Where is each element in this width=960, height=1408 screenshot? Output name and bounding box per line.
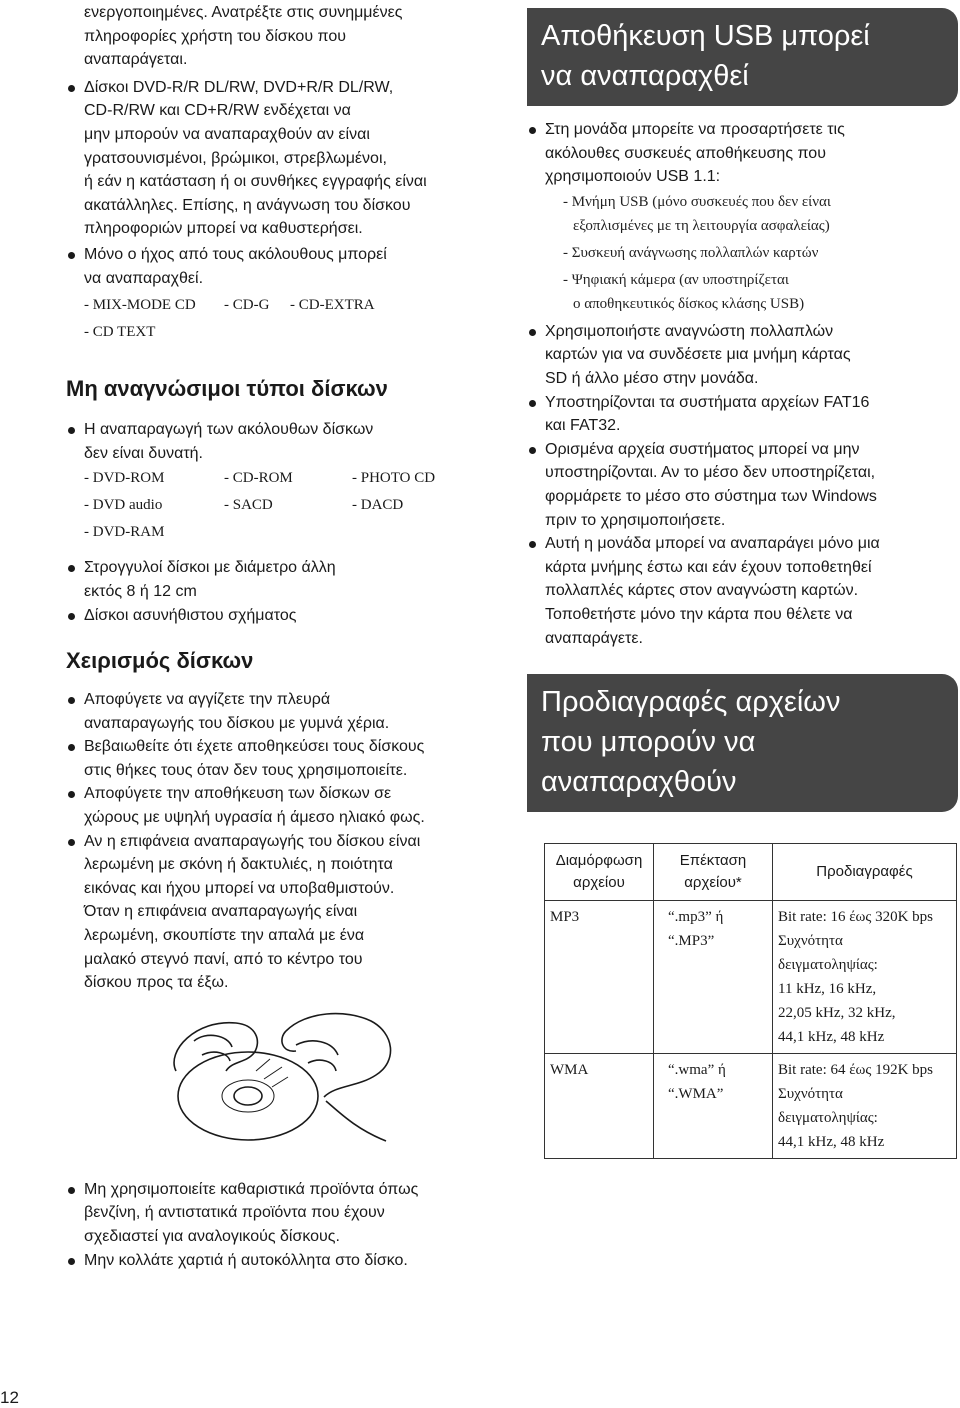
- format-item: - PHOTO CD: [352, 470, 436, 487]
- format-item: - DVD-RAM: [84, 524, 165, 541]
- left-column: [66, 0, 486, 1272]
- usb-device-item: - Ψηφιακή κάμερα (αν υποστηρίζεται ο αποθηκευτικός δίσκος κλάσης USB): [563, 271, 805, 312]
- usb-playable-banner: Αποθήκευση USB μπορεί να αναπαραχθεί: [527, 8, 958, 106]
- usb-notes: [527, 320, 957, 650]
- header-format: Διαμόρφωση αρχείου: [545, 844, 654, 901]
- handling-bullets: [66, 688, 486, 995]
- handling-bullet: Αποφύγετε να αγγίζετε την πλευρά αναπαραγωγής του δίσκου με γυμνά χέρια.: [66, 688, 486, 735]
- format-item: - CD-G: [224, 297, 270, 314]
- header-extension: Επέκταση αρχείου*: [654, 844, 773, 901]
- format-item: - DVD-ROM: [84, 470, 165, 487]
- unreadable-formats-list: [66, 465, 486, 546]
- format-item: - CD-EXTRA: [290, 297, 375, 314]
- handling-bullet: Βεβαιωθείτε ότι έχετε αποθηκεύσει τους δίσκους στις θήκες τους όταν δεν τους χρησιμοποιείτε.: [66, 735, 486, 782]
- cell-format: WMA: [545, 1054, 654, 1159]
- usb-note: Υποστηρίζονται τα συστήματα αρχείων FAT16 και FAT32.: [527, 391, 957, 438]
- bullet-odd-shape: Δίσκοι ασυνήθιστου σχήματος: [66, 604, 486, 628]
- cell-specs: Bit rate: 64 έως 192K bps Συχνότητα δειγματοληψίας: 44,1 kHz, 48 kHz: [773, 1054, 957, 1159]
- table-header-row: [545, 844, 957, 901]
- handling-bullet: Αποφύγετε την αποθήκευση των δίσκων σε χώρους με υψηλή υγρασία ή άμεσο ηλιακό φως.: [66, 782, 486, 829]
- cell-extension: “.mp3” ή “.MP3”: [654, 901, 773, 1054]
- format-item: - SACD: [224, 497, 273, 514]
- right-column: [527, 0, 957, 1159]
- format-item: - CD-ROM: [224, 470, 293, 487]
- usb-devices-bullet: Στη μονάδα μπορείτε να προσαρτήσετε τις ακόλουθες συσκευές αποθήκευσης που χρησιμοποιούν USB 1.1:: [527, 118, 957, 189]
- format-item: - CD TEXT: [84, 324, 156, 341]
- disc-handling-title: Χειρισμός δίσκων: [66, 648, 254, 674]
- usb-note: Ορισμένα αρχεία συστήματος μπορεί να μην υποστηρίζονται. Αν το μέσο δεν υποστηρίζεται, φορμάρετε το μέσο στο σύστημα των Windows πριν το χρησιμοποιήσετε.: [527, 438, 957, 532]
- header-specs: Προδιαγραφές: [773, 844, 957, 901]
- file-spec-banner: Προδιαγραφές αρχείων που μπορούν να αναπαραχθούν: [527, 674, 958, 812]
- no-stickers-bullet: Μην κολλάτε χαρτιά ή αυτοκόλλητα στο δίσκο.: [66, 1249, 486, 1273]
- cell-specs: Bit rate: 16 έως 320K bps Συχνότητα δειγματοληψίας: 11 kHz, 16 kHz, 22,05 kHz, 32 kHz, 44,1 kHz, 48 kHz: [773, 901, 957, 1054]
- table-row: [545, 1054, 957, 1159]
- handling-bullet: Αν η επιφάνεια αναπαραγωγής του δίσκου είναι λερωμένη με σκόνη ή δακτυλιές, η ποιότητα εικόνας και ήχου μπορεί να υποβαθμιστούν. Όταν η επιφάνεια αναπαραγωγής είναι λερωμένη, σκουπίστε την απαλά με ένα μαλακό στεγνό πανί, από το κέντρο του δίσκου προς τα έξω.: [66, 830, 486, 995]
- bullet-unreadable: Η αναπαραγωγή των ακόλουθων δίσκων δεν είναι δυνατή.: [66, 418, 486, 465]
- continuation-text: ενεργοποιημένες. Ανατρέξτε στις συνημμένες πληροφορίες χρήστη του δίσκου που αναπαράγεται.: [84, 4, 403, 69]
- bullet-round-discs: Στρογγυλοί δίσκοι με διάμετρο άλλη εκτός 8 ή 12 cm: [66, 556, 486, 603]
- cleaning-products-bullet: Μη χρησιμοποιείτε καθαριστικά προϊόντα όπως βενζίνη, ή αντιστατικά προϊόντα που έχουν σχεδιαστεί για αναλογικούς δίσκους.: [66, 1178, 486, 1249]
- format-item: - MIX-MODE CD: [84, 297, 196, 314]
- format-item: - DVD audio: [84, 497, 163, 514]
- bullet-dvd: Δίσκοι DVD-R/R DL/RW, DVD+R/R DL/RW, CD-R/RW και CD+R/RW ενδέχεται να μην μπορούν να αναπαραχθούν αν είναι γρατσουνισμένοι, βρώμικοι, στρεβλωμένοι, ή εάν η κατάσταση ή οι συνθήκες εγγραφής είναι ακατάλληλες. Επίσης, η ανάγνωση του δίσκου πληροφοριών μπορεί να καθυστερήσει.: [66, 76, 486, 241]
- usb-note: Χρησιμοποιήστε αναγνώστη πολλαπλών καρτών για να συνδέσετε μια μνήμη κάρτας SD ή άλλο μέσο στην μονάδα.: [527, 320, 957, 391]
- cell-format: MP3: [545, 901, 654, 1054]
- disc-wiping-illustration: [136, 1001, 436, 1151]
- table-row: [545, 901, 957, 1054]
- usb-device-item: - Συσκευή ανάγνωσης πολλαπλών καρτών: [563, 244, 819, 261]
- file-spec-table: [544, 843, 957, 1159]
- bullet-sound-only: Μόνο ο ήχος από τους ακόλουθους μπορεί να αναπαραχθεί.: [66, 243, 486, 290]
- page-number: 12: [0, 1388, 19, 1407]
- bottom-bullets: [66, 1178, 486, 1272]
- cell-extension: “.wma” ή “.WMA”: [654, 1054, 773, 1159]
- usb-note: Αυτή η μονάδα μπορεί να αναπαράγει μόνο μια κάρτα μνήμης έστω και εάν έχουν τοποθετηθεί πολλαπλές κάρτες στον αναγνώστη καρτών. Τοποθετήστε μόνο την κάρτα που θέλετε να αναπαράγετε.: [527, 532, 957, 650]
- sound-formats-list: [66, 292, 486, 346]
- format-item: - DACD: [352, 497, 404, 514]
- usb-device-list: [527, 190, 957, 316]
- unreadable-discs-title: Μη αναγνώσιμοι τύποι δίσκων: [66, 376, 388, 402]
- usb-device-item: - Μνήμη USB (μόνο συσκευές που δεν είναι εξοπλισμένες με τη λειτουργία ασφαλείας): [563, 193, 831, 234]
